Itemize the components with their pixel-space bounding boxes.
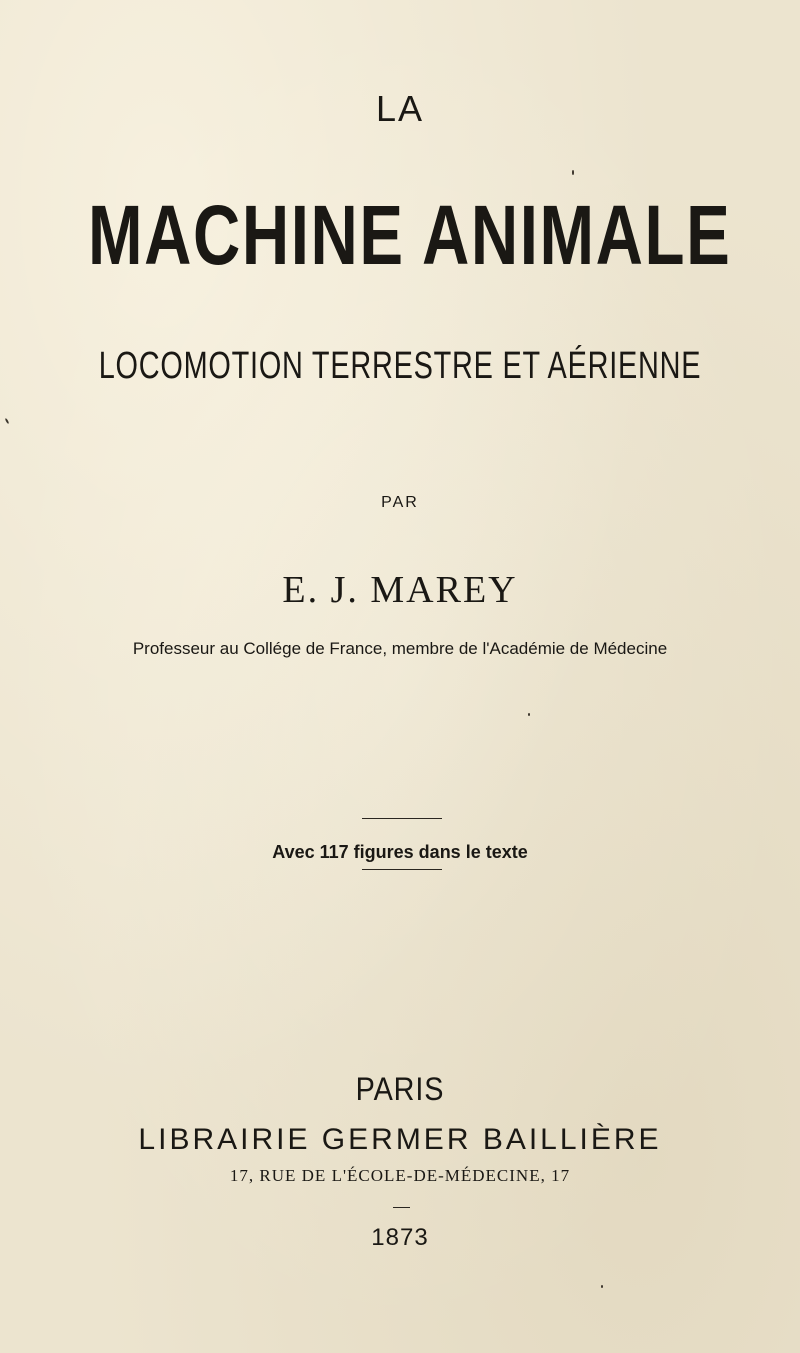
paper-speck <box>528 713 530 716</box>
publication-city: PARIS <box>355 1071 445 1107</box>
paper-speck <box>572 170 574 175</box>
book-title: MACHINE ANIMALE <box>88 188 732 282</box>
publication-year: 1873 <box>371 1224 429 1251</box>
title-article: LA <box>375 88 425 129</box>
publisher-address: 17, RUE DE L'ÉCOLE-DE-MÉDECINE, 17 <box>229 1166 571 1185</box>
year-dash <box>393 1207 410 1208</box>
by-label: PAR <box>381 494 419 511</box>
divider-top <box>362 818 442 819</box>
author-affiliation: Professeur au Collége de France, membre de l'Académie de Médecine <box>132 639 668 658</box>
paper-speck <box>601 1285 603 1288</box>
book-subtitle: LOCOMOTION TERRESTRE ET AÉRIENNE <box>98 345 702 387</box>
author-name: E. J. MAREY <box>282 569 518 611</box>
figures-note: Avec 117 figures dans le texte <box>272 842 528 862</box>
paper-speck <box>5 418 10 424</box>
publisher-name: LIBRAIRIE GERMER BAILLIÈRE <box>138 1123 662 1156</box>
divider-bottom <box>362 869 442 870</box>
